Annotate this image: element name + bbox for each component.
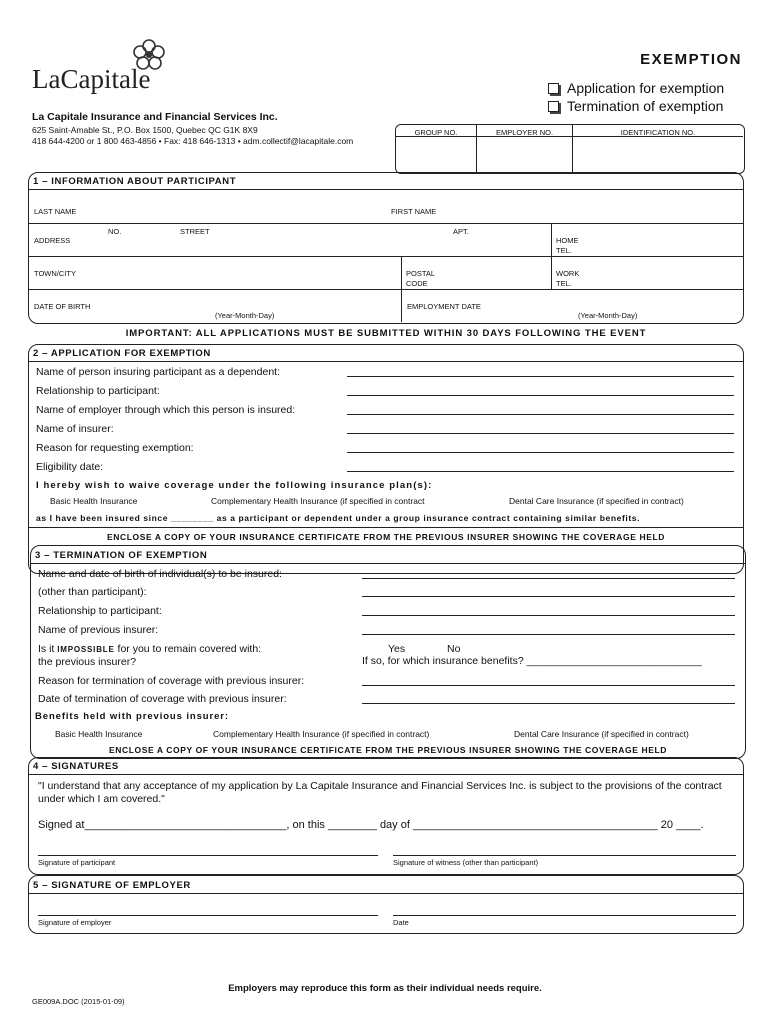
s3-q6-label: Date of termination of coverage with previous insurer: bbox=[38, 693, 287, 705]
s2-q3-field[interactable] bbox=[347, 414, 734, 415]
s3-q3-label: Name of previous insurer: bbox=[38, 624, 159, 636]
home-tel-label: HOME TEL. bbox=[556, 236, 579, 255]
s2-q2-field[interactable] bbox=[347, 395, 734, 396]
participant-signature-label: Signature of participant bbox=[38, 858, 116, 867]
group-no-label: GROUP NO. bbox=[414, 128, 458, 137]
work-tel-field[interactable] bbox=[590, 260, 738, 288]
s3-q5-label: Reason for termination of coverage with previous insurer: bbox=[38, 675, 305, 687]
s3-no-option[interactable]: No bbox=[447, 643, 461, 655]
address-field[interactable] bbox=[90, 236, 546, 256]
s2-q4-label: Name of insurer: bbox=[36, 423, 114, 435]
apt-label: APT. bbox=[453, 227, 469, 236]
form-title: EXEMPTION bbox=[640, 51, 742, 68]
s3-enclose-notice: ENCLOSE A COPY OF YOUR INSURANCE CERTIFICATE FROM THE PREVIOUS INSURER SHOWING THE COVERAGE HELD bbox=[108, 745, 668, 755]
company-address: 625 Saint-Amable St., P.O. Box 1500, Quebec QC G1K 8X9 bbox=[32, 125, 258, 135]
s3-q3-field[interactable] bbox=[362, 634, 735, 635]
s2-q2-label: Relationship to participant: bbox=[36, 385, 160, 397]
last-name-field[interactable] bbox=[90, 199, 380, 221]
section-2-title: 2 – APPLICATION FOR EXEMPTION bbox=[33, 348, 211, 359]
insured-since-statement: as I have been insured since ________ as a participant or dependent under a group insurance contract containing similar benefits. bbox=[36, 513, 641, 523]
witness-signature-field[interactable] bbox=[393, 855, 736, 856]
benefits-held-label: Benefits held with previous insurer: bbox=[35, 711, 229, 722]
employer-signature-label: Signature of employer bbox=[38, 918, 112, 927]
logo bbox=[32, 38, 172, 100]
postal-code-field[interactable] bbox=[445, 260, 545, 288]
s3-q1b-label: (other than participant): bbox=[38, 586, 147, 598]
s2-q1-label: Name of person insuring participant as a dependent: bbox=[36, 366, 280, 378]
date-of-birth-field[interactable] bbox=[100, 292, 390, 310]
town-city-field[interactable] bbox=[90, 260, 395, 288]
document-code: GE009A.DOC (2015-01-09) bbox=[32, 997, 125, 1006]
first-name-label: FIRST NAME bbox=[391, 207, 437, 216]
s2-q4-field[interactable] bbox=[347, 433, 734, 434]
employment-date-field[interactable] bbox=[490, 292, 735, 310]
home-tel-field[interactable] bbox=[590, 226, 738, 254]
s3-q2-label: Relationship to participant: bbox=[38, 605, 162, 617]
reproduce-notice: Employers may reproduce this form as their individual needs require. bbox=[228, 983, 542, 994]
witness-signature-label: Signature of witness (other than participant) bbox=[393, 858, 539, 867]
s3-q1b-field[interactable] bbox=[362, 596, 735, 597]
s2-q6-label: Eligibility date: bbox=[36, 461, 104, 473]
postal-code-label: POSTAL CODE bbox=[406, 269, 436, 288]
s2-q5-field[interactable] bbox=[347, 452, 734, 453]
termination-checkbox[interactable] bbox=[548, 101, 559, 112]
s2-plan-basic[interactable]: Basic Health Insurance bbox=[50, 496, 138, 506]
employer-signature-field[interactable] bbox=[38, 915, 378, 916]
option-termination[interactable]: Termination of exemption bbox=[548, 98, 723, 114]
important-notice: IMPORTANT: ALL APPLICATIONS MUST BE SUBMITTED WITHIN 30 DAYS FOLLOWING THE EVENT bbox=[125, 328, 647, 339]
dob-format: (Year-Month-Day) bbox=[215, 311, 275, 320]
s3-q6-field[interactable] bbox=[362, 703, 735, 704]
employer-date-field[interactable] bbox=[393, 915, 736, 916]
understanding-statement: "I understand that any acceptance of my application by La Capitale Insurance and Financial Services Inc. is subject to the provisions of the contract under which I am covered." bbox=[38, 780, 722, 805]
group-no-field[interactable] bbox=[397, 138, 474, 171]
identification-no-field[interactable] bbox=[574, 138, 742, 171]
s3-plan-complementary[interactable]: Complementary Health Insurance (if specified in contract) bbox=[213, 729, 430, 739]
s3-q1-field[interactable] bbox=[362, 578, 735, 579]
identification-no-label: IDENTIFICATION NO. bbox=[620, 128, 696, 137]
section-1-title: 1 – INFORMATION ABOUT PARTICIPANT bbox=[33, 176, 237, 187]
no-label: NO. bbox=[108, 227, 122, 236]
waive-statement: I hereby wish to waive coverage under the following insurance plan(s): bbox=[36, 480, 433, 491]
s2-q6-field[interactable] bbox=[347, 471, 734, 472]
s2-q5-label: Reason for requesting exemption: bbox=[36, 442, 194, 454]
employer-date-label: Date bbox=[393, 918, 409, 927]
s2-plan-dental[interactable]: Dental Care Insurance (if specified in contract) bbox=[509, 496, 684, 506]
address-label: ADDRESS bbox=[34, 236, 71, 245]
signed-at-line[interactable]: Signed at_________________________________, on this ________ day of ________________________________________ 20 ____. bbox=[38, 819, 704, 831]
company-name: La Capitale Insurance and Financial Services Inc. bbox=[32, 111, 278, 123]
employment-date-label: EMPLOYMENT DATE bbox=[407, 302, 481, 311]
first-name-field[interactable] bbox=[445, 199, 735, 221]
s3-which-benefits[interactable]: If so, for which insurance benefits? ______________________________ bbox=[362, 655, 702, 667]
section-5-title: 5 – SIGNATURE OF EMPLOYER bbox=[33, 880, 191, 891]
s2-enclose-notice: ENCLOSE A COPY OF YOUR INSURANCE CERTIFICATE FROM THE PREVIOUS INSURER SHOWING THE COVERAGE HELD bbox=[106, 532, 666, 542]
s3-q1-label: Name and date of birth of individual(s) to be insured: bbox=[38, 568, 282, 580]
company-contact: 418 644-4200 or 1 800 463-4856 • Fax: 418 646-1313 • adm.collectif@lacapitale.com bbox=[32, 136, 354, 146]
s3-q5-field[interactable] bbox=[362, 685, 735, 686]
work-tel-label: WORK TEL. bbox=[556, 269, 580, 288]
logo-text: LaCapitale bbox=[32, 64, 151, 94]
section-4-title: 4 – SIGNATURES bbox=[33, 761, 119, 772]
employer-no-field[interactable] bbox=[478, 138, 570, 171]
street-label: STREET bbox=[180, 227, 210, 236]
s3-q4-label: Is it IMPOSSIBLE for you to remain covered with: the previous insurer? bbox=[38, 643, 262, 668]
date-of-birth-label: DATE OF BIRTH bbox=[34, 302, 91, 311]
employer-no-label: EMPLOYER NO. bbox=[495, 128, 554, 137]
s3-yes-option[interactable]: Yes bbox=[388, 643, 406, 655]
emp-format: (Year-Month-Day) bbox=[578, 311, 638, 320]
participant-signature-field[interactable] bbox=[38, 855, 378, 856]
s3-q2-field[interactable] bbox=[362, 615, 735, 616]
section-3-title: 3 – TERMINATION OF EXEMPTION bbox=[35, 550, 208, 561]
option-application[interactable]: Application for exemption bbox=[548, 80, 724, 96]
s2-plan-complementary[interactable]: Complementary Health Insurance (if specified in contract bbox=[211, 496, 425, 506]
s2-q3-label: Name of employer through which this person is insured: bbox=[36, 404, 296, 416]
s2-q1-field[interactable] bbox=[347, 376, 734, 377]
application-checkbox[interactable] bbox=[548, 83, 559, 94]
last-name-label: LAST NAME bbox=[34, 207, 77, 216]
s3-plan-dental[interactable]: Dental Care Insurance (if specified in contract) bbox=[514, 729, 689, 739]
town-city-label: TOWN/CITY bbox=[34, 269, 76, 278]
s3-plan-basic[interactable]: Basic Health Insurance bbox=[55, 729, 143, 739]
